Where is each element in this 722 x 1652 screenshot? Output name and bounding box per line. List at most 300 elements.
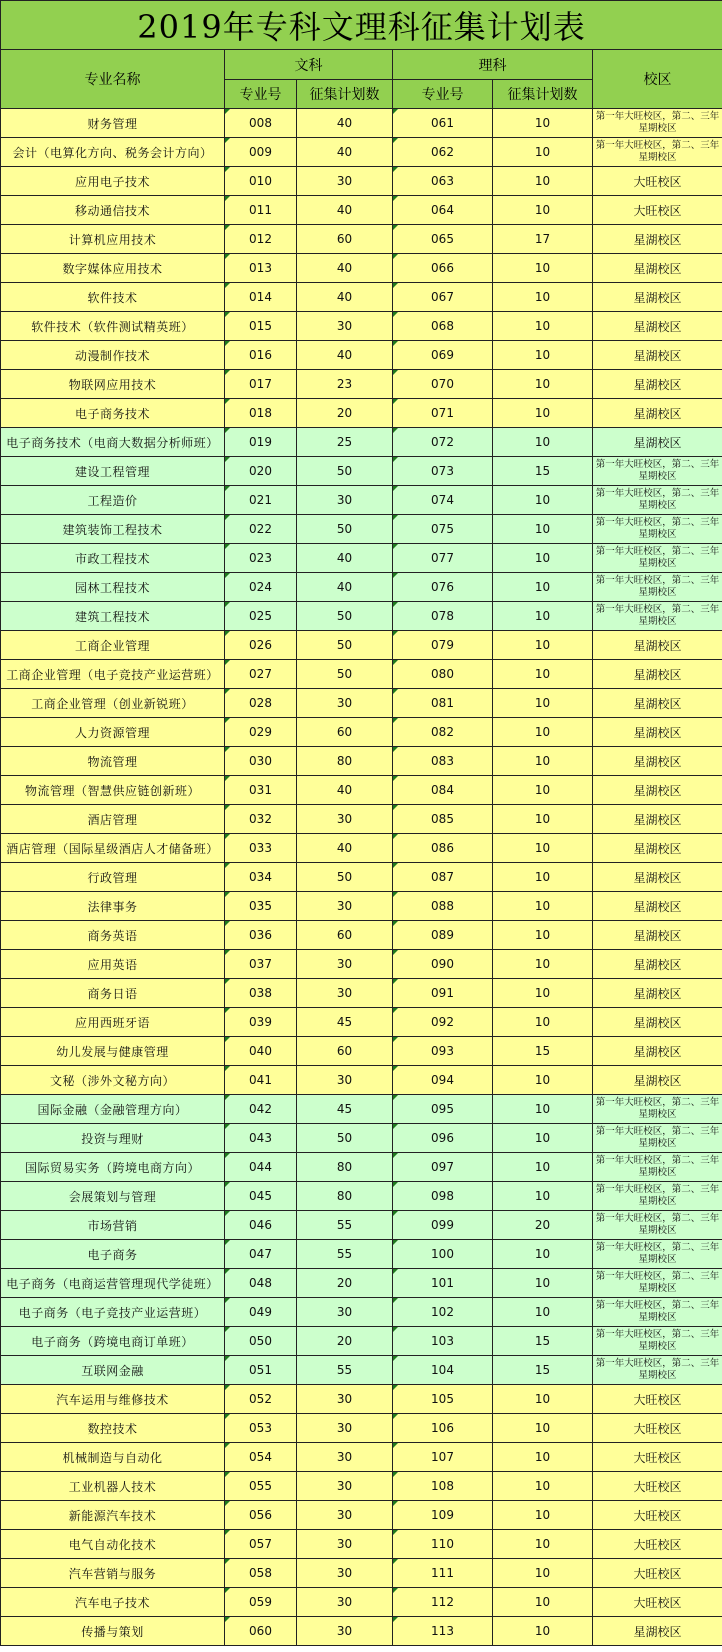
campus-cell[interactable]: 星湖校区 bbox=[593, 428, 722, 457]
science-plan-cell[interactable]: 10 bbox=[493, 631, 593, 660]
science-plan-cell[interactable]: 10 bbox=[493, 1298, 593, 1327]
major-cell[interactable]: 电子商务技术（电商大数据分析师班） bbox=[1, 428, 225, 457]
science-plan-cell[interactable]: 10 bbox=[493, 1095, 593, 1124]
campus-cell[interactable]: 第一年大旺校区，第二、三年星期校区 bbox=[593, 544, 722, 573]
campus-cell[interactable]: 大旺校区 bbox=[593, 1472, 722, 1501]
campus-cell[interactable]: 星湖校区 bbox=[593, 979, 722, 1008]
arts-code-cell[interactable]: 060 bbox=[225, 1617, 297, 1646]
science-plan-cell[interactable]: 10 bbox=[493, 1617, 593, 1646]
major-cell[interactable]: 酒店管理（国际星级酒店人才储备班） bbox=[1, 834, 225, 863]
major-cell[interactable]: 会计（电算化方向、税务会计方向） bbox=[1, 138, 225, 167]
arts-plan-cell[interactable]: 20 bbox=[297, 399, 393, 428]
science-plan-cell[interactable]: 10 bbox=[493, 1588, 593, 1617]
campus-cell[interactable]: 第一年大旺校区，第二、三年星期校区 bbox=[593, 109, 722, 138]
arts-code-cell[interactable]: 033 bbox=[225, 834, 297, 863]
arts-code-cell[interactable]: 034 bbox=[225, 863, 297, 892]
major-cell[interactable]: 移动通信技术 bbox=[1, 196, 225, 225]
campus-cell[interactable]: 大旺校区 bbox=[593, 1501, 722, 1530]
arts-plan-cell[interactable]: 30 bbox=[297, 892, 393, 921]
arts-code-cell[interactable]: 039 bbox=[225, 1008, 297, 1037]
science-code-cell[interactable]: 080 bbox=[393, 660, 493, 689]
science-code-cell[interactable]: 084 bbox=[393, 776, 493, 805]
science-code-cell[interactable]: 085 bbox=[393, 805, 493, 834]
arts-plan-cell[interactable]: 30 bbox=[297, 312, 393, 341]
science-code-cell[interactable]: 107 bbox=[393, 1443, 493, 1472]
science-code-cell[interactable]: 105 bbox=[393, 1385, 493, 1414]
arts-code-cell[interactable]: 022 bbox=[225, 515, 297, 544]
campus-cell[interactable]: 第一年大旺校区，第二、三年星期校区 bbox=[593, 1298, 722, 1327]
science-code-cell[interactable]: 068 bbox=[393, 312, 493, 341]
science-code-cell[interactable]: 112 bbox=[393, 1588, 493, 1617]
science-code-cell[interactable]: 072 bbox=[393, 428, 493, 457]
campus-cell[interactable]: 星湖校区 bbox=[593, 892, 722, 921]
science-code-cell[interactable]: 100 bbox=[393, 1240, 493, 1269]
arts-plan-cell[interactable]: 30 bbox=[297, 1472, 393, 1501]
major-cell[interactable]: 电子商务（电商运营管理现代学徒班） bbox=[1, 1269, 225, 1298]
campus-cell[interactable]: 第一年大旺校区，第二、三年星期校区 bbox=[593, 515, 722, 544]
science-plan-cell[interactable]: 15 bbox=[493, 1327, 593, 1356]
arts-code-cell[interactable]: 025 bbox=[225, 602, 297, 631]
campus-cell[interactable]: 星湖校区 bbox=[593, 283, 722, 312]
campus-cell[interactable]: 大旺校区 bbox=[593, 1385, 722, 1414]
science-plan-cell[interactable]: 10 bbox=[493, 747, 593, 776]
science-plan-cell[interactable]: 10 bbox=[493, 1153, 593, 1182]
science-plan-cell[interactable]: 10 bbox=[493, 428, 593, 457]
science-plan-cell[interactable]: 10 bbox=[493, 399, 593, 428]
arts-code-cell[interactable]: 036 bbox=[225, 921, 297, 950]
arts-code-cell[interactable]: 029 bbox=[225, 718, 297, 747]
major-cell[interactable]: 应用英语 bbox=[1, 950, 225, 979]
major-cell[interactable]: 国际金融（金融管理方向） bbox=[1, 1095, 225, 1124]
arts-code-cell[interactable]: 053 bbox=[225, 1414, 297, 1443]
arts-code-cell[interactable]: 045 bbox=[225, 1182, 297, 1211]
major-cell[interactable]: 汽车运用与维修技术 bbox=[1, 1385, 225, 1414]
science-plan-cell[interactable]: 15 bbox=[493, 457, 593, 486]
arts-code-cell[interactable]: 059 bbox=[225, 1588, 297, 1617]
arts-code-cell[interactable]: 018 bbox=[225, 399, 297, 428]
science-plan-cell[interactable]: 10 bbox=[493, 689, 593, 718]
arts-code-cell[interactable]: 028 bbox=[225, 689, 297, 718]
science-code-cell[interactable]: 064 bbox=[393, 196, 493, 225]
campus-cell[interactable]: 大旺校区 bbox=[593, 196, 722, 225]
science-code-cell[interactable]: 096 bbox=[393, 1124, 493, 1153]
major-cell[interactable]: 电子商务技术 bbox=[1, 399, 225, 428]
arts-code-cell[interactable]: 019 bbox=[225, 428, 297, 457]
campus-cell[interactable]: 第一年大旺校区，第二、三年星期校区 bbox=[593, 1153, 722, 1182]
science-plan-cell[interactable]: 15 bbox=[493, 1037, 593, 1066]
campus-cell[interactable]: 第一年大旺校区，第二、三年星期校区 bbox=[593, 486, 722, 515]
campus-cell[interactable]: 大旺校区 bbox=[593, 1443, 722, 1472]
major-cell[interactable]: 文秘（涉外文秘方向） bbox=[1, 1066, 225, 1095]
campus-cell[interactable]: 第一年大旺校区，第二、三年星期校区 bbox=[593, 602, 722, 631]
campus-cell[interactable]: 第一年大旺校区，第二、三年星期校区 bbox=[593, 573, 722, 602]
arts-plan-cell[interactable]: 30 bbox=[297, 1588, 393, 1617]
arts-code-cell[interactable]: 031 bbox=[225, 776, 297, 805]
major-cell[interactable]: 建筑工程技术 bbox=[1, 602, 225, 631]
science-plan-cell[interactable]: 20 bbox=[493, 1211, 593, 1240]
arts-code-cell[interactable]: 035 bbox=[225, 892, 297, 921]
science-plan-cell[interactable]: 10 bbox=[493, 283, 593, 312]
campus-cell[interactable]: 星湖校区 bbox=[593, 312, 722, 341]
major-cell[interactable]: 行政管理 bbox=[1, 863, 225, 892]
campus-cell[interactable]: 星湖校区 bbox=[593, 1008, 722, 1037]
major-cell[interactable]: 物流管理（智慧供应链创新班） bbox=[1, 776, 225, 805]
science-code-cell[interactable]: 099 bbox=[393, 1211, 493, 1240]
science-plan-cell[interactable]: 10 bbox=[493, 1443, 593, 1472]
science-plan-cell[interactable]: 10 bbox=[493, 544, 593, 573]
arts-code-cell[interactable]: 038 bbox=[225, 979, 297, 1008]
arts-code-cell[interactable]: 044 bbox=[225, 1153, 297, 1182]
arts-plan-cell[interactable]: 45 bbox=[297, 1095, 393, 1124]
science-code-cell[interactable]: 061 bbox=[393, 109, 493, 138]
science-plan-cell[interactable]: 10 bbox=[493, 196, 593, 225]
science-plan-cell[interactable]: 10 bbox=[493, 979, 593, 1008]
arts-code-cell[interactable]: 012 bbox=[225, 225, 297, 254]
arts-code-cell[interactable]: 026 bbox=[225, 631, 297, 660]
major-cell[interactable]: 幼儿发展与健康管理 bbox=[1, 1037, 225, 1066]
science-code-cell[interactable]: 090 bbox=[393, 950, 493, 979]
arts-plan-cell[interactable]: 40 bbox=[297, 776, 393, 805]
arts-code-cell[interactable]: 016 bbox=[225, 341, 297, 370]
major-cell[interactable]: 软件技术 bbox=[1, 283, 225, 312]
major-cell[interactable]: 建筑装饰工程技术 bbox=[1, 515, 225, 544]
campus-cell[interactable]: 星湖校区 bbox=[593, 399, 722, 428]
campus-cell[interactable]: 大旺校区 bbox=[593, 1414, 722, 1443]
major-cell[interactable]: 计算机应用技术 bbox=[1, 225, 225, 254]
arts-plan-cell[interactable]: 50 bbox=[297, 515, 393, 544]
science-plan-cell[interactable]: 10 bbox=[493, 1501, 593, 1530]
science-code-cell[interactable]: 081 bbox=[393, 689, 493, 718]
science-plan-cell[interactable]: 10 bbox=[493, 1008, 593, 1037]
campus-cell[interactable]: 大旺校区 bbox=[593, 1588, 722, 1617]
science-code-cell[interactable]: 092 bbox=[393, 1008, 493, 1037]
arts-code-cell[interactable]: 030 bbox=[225, 747, 297, 776]
major-cell[interactable]: 数控技术 bbox=[1, 1414, 225, 1443]
arts-plan-cell[interactable]: 30 bbox=[297, 1298, 393, 1327]
arts-plan-cell[interactable]: 30 bbox=[297, 689, 393, 718]
major-cell[interactable]: 酒店管理 bbox=[1, 805, 225, 834]
arts-plan-cell[interactable]: 30 bbox=[297, 1559, 393, 1588]
science-plan-cell[interactable]: 10 bbox=[493, 834, 593, 863]
science-code-cell[interactable]: 098 bbox=[393, 1182, 493, 1211]
campus-cell[interactable]: 星湖校区 bbox=[593, 776, 722, 805]
campus-cell[interactable]: 第一年大旺校区，第二、三年星期校区 bbox=[593, 457, 722, 486]
science-plan-cell[interactable]: 10 bbox=[493, 312, 593, 341]
science-code-cell[interactable]: 103 bbox=[393, 1327, 493, 1356]
science-plan-cell[interactable]: 10 bbox=[493, 921, 593, 950]
campus-cell[interactable]: 星湖校区 bbox=[593, 1066, 722, 1095]
arts-plan-cell[interactable]: 25 bbox=[297, 428, 393, 457]
arts-code-cell[interactable]: 010 bbox=[225, 167, 297, 196]
arts-plan-cell[interactable]: 30 bbox=[297, 1530, 393, 1559]
science-code-cell[interactable]: 110 bbox=[393, 1530, 493, 1559]
arts-plan-cell[interactable]: 30 bbox=[297, 1066, 393, 1095]
major-cell[interactable]: 园林工程技术 bbox=[1, 573, 225, 602]
major-cell[interactable]: 新能源汽车技术 bbox=[1, 1501, 225, 1530]
science-plan-cell[interactable]: 10 bbox=[493, 863, 593, 892]
arts-code-cell[interactable]: 050 bbox=[225, 1327, 297, 1356]
arts-plan-cell[interactable]: 40 bbox=[297, 138, 393, 167]
science-plan-cell[interactable]: 10 bbox=[493, 370, 593, 399]
arts-code-cell[interactable]: 027 bbox=[225, 660, 297, 689]
arts-code-cell[interactable]: 058 bbox=[225, 1559, 297, 1588]
science-plan-cell[interactable]: 10 bbox=[493, 1124, 593, 1153]
campus-cell[interactable]: 星湖校区 bbox=[593, 254, 722, 283]
campus-cell[interactable]: 星湖校区 bbox=[593, 631, 722, 660]
arts-plan-cell[interactable]: 30 bbox=[297, 1443, 393, 1472]
science-code-cell[interactable]: 076 bbox=[393, 573, 493, 602]
major-cell[interactable]: 应用西班牙语 bbox=[1, 1008, 225, 1037]
campus-cell[interactable]: 星湖校区 bbox=[593, 370, 722, 399]
major-cell[interactable]: 法律事务 bbox=[1, 892, 225, 921]
science-code-cell[interactable]: 104 bbox=[393, 1356, 493, 1385]
arts-plan-cell[interactable]: 30 bbox=[297, 1501, 393, 1530]
arts-code-cell[interactable]: 024 bbox=[225, 573, 297, 602]
science-plan-cell[interactable]: 10 bbox=[493, 776, 593, 805]
arts-plan-cell[interactable]: 30 bbox=[297, 486, 393, 515]
science-code-cell[interactable]: 087 bbox=[393, 863, 493, 892]
major-cell[interactable]: 物联网应用技术 bbox=[1, 370, 225, 399]
science-code-cell[interactable]: 089 bbox=[393, 921, 493, 950]
campus-cell[interactable]: 第一年大旺校区，第二、三年星期校区 bbox=[593, 1124, 722, 1153]
campus-cell[interactable]: 星湖校区 bbox=[593, 689, 722, 718]
science-plan-cell[interactable]: 10 bbox=[493, 660, 593, 689]
arts-plan-cell[interactable]: 40 bbox=[297, 254, 393, 283]
major-cell[interactable]: 汽车营销与服务 bbox=[1, 1559, 225, 1588]
major-cell[interactable]: 物流管理 bbox=[1, 747, 225, 776]
major-cell[interactable]: 汽车电子技术 bbox=[1, 1588, 225, 1617]
science-plan-cell[interactable]: 10 bbox=[493, 515, 593, 544]
campus-cell[interactable]: 星湖校区 bbox=[593, 863, 722, 892]
arts-code-cell[interactable]: 021 bbox=[225, 486, 297, 515]
arts-code-cell[interactable]: 013 bbox=[225, 254, 297, 283]
arts-plan-cell[interactable]: 55 bbox=[297, 1240, 393, 1269]
campus-cell[interactable]: 星湖校区 bbox=[593, 1617, 722, 1646]
science-code-cell[interactable]: 065 bbox=[393, 225, 493, 254]
arts-plan-cell[interactable]: 20 bbox=[297, 1327, 393, 1356]
science-plan-cell[interactable]: 10 bbox=[493, 138, 593, 167]
science-code-cell[interactable]: 074 bbox=[393, 486, 493, 515]
arts-plan-cell[interactable]: 30 bbox=[297, 1617, 393, 1646]
arts-code-cell[interactable]: 017 bbox=[225, 370, 297, 399]
science-plan-cell[interactable]: 10 bbox=[493, 805, 593, 834]
arts-code-cell[interactable]: 037 bbox=[225, 950, 297, 979]
major-cell[interactable]: 软件技术（软件测试精英班） bbox=[1, 312, 225, 341]
campus-cell[interactable]: 星湖校区 bbox=[593, 341, 722, 370]
arts-code-cell[interactable]: 041 bbox=[225, 1066, 297, 1095]
major-cell[interactable]: 工程造价 bbox=[1, 486, 225, 515]
arts-code-cell[interactable]: 054 bbox=[225, 1443, 297, 1472]
major-cell[interactable]: 商务英语 bbox=[1, 921, 225, 950]
campus-cell[interactable]: 第一年大旺校区，第二、三年星期校区 bbox=[593, 1269, 722, 1298]
arts-plan-cell[interactable]: 40 bbox=[297, 573, 393, 602]
major-cell[interactable]: 机械制造与自动化 bbox=[1, 1443, 225, 1472]
arts-plan-cell[interactable]: 30 bbox=[297, 979, 393, 1008]
science-code-cell[interactable]: 077 bbox=[393, 544, 493, 573]
science-plan-cell[interactable]: 15 bbox=[493, 1356, 593, 1385]
campus-cell[interactable]: 第一年大旺校区，第二、三年星期校区 bbox=[593, 1182, 722, 1211]
arts-plan-cell[interactable]: 50 bbox=[297, 660, 393, 689]
major-cell[interactable]: 人力资源管理 bbox=[1, 718, 225, 747]
science-plan-cell[interactable]: 10 bbox=[493, 1182, 593, 1211]
arts-plan-cell[interactable]: 40 bbox=[297, 341, 393, 370]
major-cell[interactable]: 建设工程管理 bbox=[1, 457, 225, 486]
arts-plan-cell[interactable]: 60 bbox=[297, 225, 393, 254]
major-cell[interactable]: 国际贸易实务（跨境电商方向） bbox=[1, 1153, 225, 1182]
arts-code-cell[interactable]: 046 bbox=[225, 1211, 297, 1240]
science-plan-cell[interactable]: 10 bbox=[493, 718, 593, 747]
science-code-cell[interactable]: 067 bbox=[393, 283, 493, 312]
science-plan-cell[interactable]: 10 bbox=[493, 1066, 593, 1095]
major-cell[interactable]: 应用电子技术 bbox=[1, 167, 225, 196]
science-plan-cell[interactable]: 10 bbox=[493, 1414, 593, 1443]
campus-cell[interactable]: 星湖校区 bbox=[593, 921, 722, 950]
arts-plan-cell[interactable]: 55 bbox=[297, 1356, 393, 1385]
arts-plan-cell[interactable]: 30 bbox=[297, 1385, 393, 1414]
science-code-cell[interactable]: 075 bbox=[393, 515, 493, 544]
science-plan-cell[interactable]: 10 bbox=[493, 167, 593, 196]
major-cell[interactable]: 会展策划与管理 bbox=[1, 1182, 225, 1211]
science-plan-cell[interactable]: 10 bbox=[493, 892, 593, 921]
major-cell[interactable]: 工业机器人技术 bbox=[1, 1472, 225, 1501]
science-code-cell[interactable]: 088 bbox=[393, 892, 493, 921]
campus-cell[interactable]: 第一年大旺校区，第二、三年星期校区 bbox=[593, 1356, 722, 1385]
major-cell[interactable]: 电子商务 bbox=[1, 1240, 225, 1269]
campus-cell[interactable]: 星湖校区 bbox=[593, 805, 722, 834]
campus-cell[interactable]: 第一年大旺校区，第二、三年星期校区 bbox=[593, 1327, 722, 1356]
science-code-cell[interactable]: 097 bbox=[393, 1153, 493, 1182]
arts-code-cell[interactable]: 015 bbox=[225, 312, 297, 341]
arts-code-cell[interactable]: 023 bbox=[225, 544, 297, 573]
arts-plan-cell[interactable]: 50 bbox=[297, 1124, 393, 1153]
science-plan-cell[interactable]: 10 bbox=[493, 1269, 593, 1298]
arts-plan-cell[interactable]: 30 bbox=[297, 167, 393, 196]
science-code-cell[interactable]: 069 bbox=[393, 341, 493, 370]
campus-cell[interactable]: 大旺校区 bbox=[593, 1559, 722, 1588]
science-plan-cell[interactable]: 10 bbox=[493, 602, 593, 631]
arts-code-cell[interactable]: 057 bbox=[225, 1530, 297, 1559]
science-code-cell[interactable]: 109 bbox=[393, 1501, 493, 1530]
arts-plan-cell[interactable]: 40 bbox=[297, 834, 393, 863]
arts-plan-cell[interactable]: 80 bbox=[297, 1153, 393, 1182]
science-plan-cell[interactable]: 10 bbox=[493, 1385, 593, 1414]
campus-cell[interactable]: 星湖校区 bbox=[593, 834, 722, 863]
science-plan-cell[interactable]: 10 bbox=[493, 573, 593, 602]
science-plan-cell[interactable]: 17 bbox=[493, 225, 593, 254]
arts-plan-cell[interactable]: 80 bbox=[297, 1182, 393, 1211]
arts-code-cell[interactable]: 020 bbox=[225, 457, 297, 486]
major-cell[interactable]: 工商企业管理 bbox=[1, 631, 225, 660]
science-plan-cell[interactable]: 10 bbox=[493, 254, 593, 283]
science-plan-cell[interactable]: 10 bbox=[493, 341, 593, 370]
major-cell[interactable]: 传播与策划 bbox=[1, 1617, 225, 1646]
arts-code-cell[interactable]: 009 bbox=[225, 138, 297, 167]
science-code-cell[interactable]: 071 bbox=[393, 399, 493, 428]
arts-plan-cell[interactable]: 40 bbox=[297, 109, 393, 138]
science-plan-cell[interactable]: 10 bbox=[493, 1240, 593, 1269]
science-plan-cell[interactable]: 10 bbox=[493, 109, 593, 138]
science-code-cell[interactable]: 079 bbox=[393, 631, 493, 660]
arts-plan-cell[interactable]: 30 bbox=[297, 1414, 393, 1443]
arts-code-cell[interactable]: 040 bbox=[225, 1037, 297, 1066]
arts-plan-cell[interactable]: 40 bbox=[297, 283, 393, 312]
campus-cell[interactable]: 第一年大旺校区，第二、三年星期校区 bbox=[593, 1211, 722, 1240]
science-code-cell[interactable]: 063 bbox=[393, 167, 493, 196]
science-code-cell[interactable]: 093 bbox=[393, 1037, 493, 1066]
science-code-cell[interactable]: 083 bbox=[393, 747, 493, 776]
science-code-cell[interactable]: 106 bbox=[393, 1414, 493, 1443]
science-code-cell[interactable]: 066 bbox=[393, 254, 493, 283]
science-plan-cell[interactable]: 10 bbox=[493, 486, 593, 515]
major-cell[interactable]: 市政工程技术 bbox=[1, 544, 225, 573]
arts-plan-cell[interactable]: 80 bbox=[297, 747, 393, 776]
arts-code-cell[interactable]: 052 bbox=[225, 1385, 297, 1414]
arts-plan-cell[interactable]: 50 bbox=[297, 863, 393, 892]
science-plan-cell[interactable]: 10 bbox=[493, 1559, 593, 1588]
arts-plan-cell[interactable]: 50 bbox=[297, 631, 393, 660]
arts-plan-cell[interactable]: 30 bbox=[297, 805, 393, 834]
science-code-cell[interactable]: 101 bbox=[393, 1269, 493, 1298]
campus-cell[interactable]: 第一年大旺校区，第二、三年星期校区 bbox=[593, 1240, 722, 1269]
arts-code-cell[interactable]: 008 bbox=[225, 109, 297, 138]
major-cell[interactable]: 电子商务（跨境电商订单班） bbox=[1, 1327, 225, 1356]
science-code-cell[interactable]: 078 bbox=[393, 602, 493, 631]
campus-cell[interactable]: 大旺校区 bbox=[593, 1530, 722, 1559]
arts-code-cell[interactable]: 049 bbox=[225, 1298, 297, 1327]
arts-code-cell[interactable]: 014 bbox=[225, 283, 297, 312]
major-cell[interactable]: 财务管理 bbox=[1, 109, 225, 138]
major-cell[interactable]: 电子商务（电子竞技产业运营班） bbox=[1, 1298, 225, 1327]
science-code-cell[interactable]: 086 bbox=[393, 834, 493, 863]
science-code-cell[interactable]: 102 bbox=[393, 1298, 493, 1327]
arts-plan-cell[interactable]: 45 bbox=[297, 1008, 393, 1037]
science-code-cell[interactable]: 095 bbox=[393, 1095, 493, 1124]
major-cell[interactable]: 电气自动化技术 bbox=[1, 1530, 225, 1559]
science-code-cell[interactable]: 091 bbox=[393, 979, 493, 1008]
arts-code-cell[interactable]: 047 bbox=[225, 1240, 297, 1269]
arts-plan-cell[interactable]: 50 bbox=[297, 602, 393, 631]
science-code-cell[interactable]: 070 bbox=[393, 370, 493, 399]
science-code-cell[interactable]: 111 bbox=[393, 1559, 493, 1588]
arts-plan-cell[interactable]: 60 bbox=[297, 921, 393, 950]
science-code-cell[interactable]: 062 bbox=[393, 138, 493, 167]
campus-cell[interactable]: 星湖校区 bbox=[593, 225, 722, 254]
science-code-cell[interactable]: 082 bbox=[393, 718, 493, 747]
arts-plan-cell[interactable]: 55 bbox=[297, 1211, 393, 1240]
campus-cell[interactable]: 星湖校区 bbox=[593, 950, 722, 979]
arts-plan-cell[interactable]: 30 bbox=[297, 950, 393, 979]
science-code-cell[interactable]: 073 bbox=[393, 457, 493, 486]
major-cell[interactable]: 工商企业管理（创业新锐班） bbox=[1, 689, 225, 718]
major-cell[interactable]: 工商企业管理（电子竞技产业运营班） bbox=[1, 660, 225, 689]
arts-code-cell[interactable]: 011 bbox=[225, 196, 297, 225]
science-plan-cell[interactable]: 10 bbox=[493, 1472, 593, 1501]
major-cell[interactable]: 商务日语 bbox=[1, 979, 225, 1008]
major-cell[interactable]: 动漫制作技术 bbox=[1, 341, 225, 370]
arts-plan-cell[interactable]: 40 bbox=[297, 544, 393, 573]
major-cell[interactable]: 投资与理财 bbox=[1, 1124, 225, 1153]
arts-code-cell[interactable]: 048 bbox=[225, 1269, 297, 1298]
science-code-cell[interactable]: 094 bbox=[393, 1066, 493, 1095]
major-cell[interactable]: 互联网金融 bbox=[1, 1356, 225, 1385]
major-cell[interactable]: 数字媒体应用技术 bbox=[1, 254, 225, 283]
campus-cell[interactable]: 星湖校区 bbox=[593, 1037, 722, 1066]
arts-plan-cell[interactable]: 23 bbox=[297, 370, 393, 399]
major-cell[interactable]: 市场营销 bbox=[1, 1211, 225, 1240]
arts-plan-cell[interactable]: 50 bbox=[297, 457, 393, 486]
campus-cell[interactable]: 星湖校区 bbox=[593, 747, 722, 776]
arts-plan-cell[interactable]: 60 bbox=[297, 718, 393, 747]
